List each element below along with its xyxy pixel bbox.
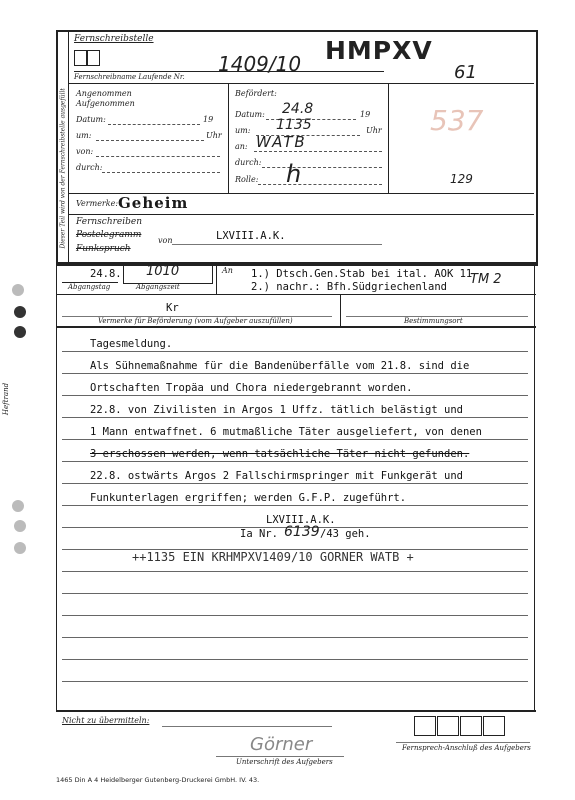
notes-label: Vermerke für Beförderung (vom Aufgeber auszufüllen)	[98, 317, 293, 325]
received-heading2: Aufgenommen	[76, 99, 135, 108]
signature: Görner	[250, 734, 313, 755]
faint-number: 537	[430, 104, 484, 137]
punch-hole	[12, 284, 24, 296]
forwarded-durch-label: durch:	[235, 158, 262, 167]
message-line: Tagesmeldung.	[90, 338, 173, 350]
type-funkspruch: Funkspruch	[76, 244, 131, 254]
margin-note: Heftrand	[2, 382, 11, 416]
name-box	[74, 50, 87, 66]
handwritten-mark: TM 2	[470, 272, 502, 287]
reference-suffix: /43 geh.	[320, 528, 371, 540]
corner-number: 61	[454, 62, 477, 83]
dispatch-date-label: Abgangstag	[68, 283, 111, 291]
phone-box	[483, 716, 505, 736]
forwarded-uhr: Uhr	[366, 126, 382, 135]
reference-number: 6139	[284, 524, 320, 540]
forwarded-rolle-value: h	[286, 160, 302, 188]
forwarded-datum-label: Datum:	[235, 110, 265, 119]
forwarded-heading: Befördert:	[235, 89, 277, 98]
message-line: 22.8. ostwärts Argos 2 Fallschirmspringer mit Funkgerät und	[90, 470, 463, 482]
received-datum-label: Datum:	[76, 115, 106, 124]
not-transmit-label: Nicht zu übermitteln:	[62, 716, 150, 725]
forwarded-datum-value: 24.8	[282, 101, 314, 117]
teletype-line: ++1135 EIN KRHMPXV1409/10 GORNER WATB +	[132, 550, 414, 564]
forwarded-datum-year: 19	[360, 110, 371, 119]
name-label: Fernschreibname Laufende Nr.	[74, 73, 185, 81]
phone-label: Fernsprech-Anschluß des Aufgebers	[402, 744, 531, 752]
type-fernschreiben: Fernschreiben	[76, 217, 143, 227]
station-code: HMPXV	[325, 36, 433, 65]
forwarded-um-value: 1135	[276, 117, 312, 133]
forwarded-an-label: an:	[235, 142, 248, 151]
dispatch-time: 1010	[146, 264, 180, 279]
type-von-label: von	[158, 236, 173, 245]
message-line: Funkunterlagen ergriffen; werden G.F.P. zugeführt.	[90, 492, 407, 504]
signature-label: Unterschrift des Aufgebers	[236, 758, 333, 766]
received-von-label: von:	[76, 147, 94, 156]
punch-hole	[14, 520, 26, 532]
classification-stamp: Geheim	[118, 194, 189, 212]
message-line: 1 Mann entwaffnet. 6 mutmaßliche Täter ausgeliefert, von denen	[90, 426, 482, 438]
type-postelegramm: Postelegramm	[76, 230, 142, 240]
running-number: 1409/10	[218, 52, 302, 76]
remarks-label: Vermerke:	[76, 199, 119, 208]
recipient-1: 1.) Dtsch.Gen.Stab bei ital. AOK 11	[251, 268, 473, 280]
punch-hole	[14, 542, 26, 554]
message-line: Ortschaften Tropäa und Chora niedergebrannt worden.	[90, 382, 413, 394]
message-line: 22.8. von Zivilisten in Argos 1 Uffz. tätlich belästigt und	[90, 404, 463, 416]
signature-unit: LXVIII.A.K.	[266, 514, 336, 526]
forwarded-an-value: WATB	[256, 133, 307, 151]
dispatch-an-label: An	[222, 266, 233, 275]
received-datum-year: 19	[203, 115, 214, 124]
message-line: Als Sühnemaßnahme für die Bandenüberfälle vom 21.8. sind die	[90, 360, 470, 372]
message-line: 3 erschossen werden, wenn tatsächliche Täter nicht gefunden.	[90, 448, 470, 460]
dispatch-time-label: Abgangszeit	[136, 283, 180, 291]
vertical-note: Dieser Teil wird von der Fernschreibstelle ausgefüllt	[59, 88, 67, 249]
phone-box	[460, 716, 482, 736]
form-title: Fernschreibstelle	[74, 34, 154, 44]
destination-label: Bestimmungsort	[404, 317, 463, 325]
received-uhr: Uhr	[206, 131, 222, 140]
sender-unit: LXVIII.A.K.	[216, 230, 286, 242]
punch-hole	[14, 306, 26, 318]
punch-hole	[14, 326, 26, 338]
punch-hole	[12, 500, 24, 512]
reference-prefix: Ia Nr.	[240, 528, 278, 540]
forwarded-um-label: um:	[235, 126, 251, 135]
kr-mark: Kr	[166, 302, 179, 314]
page-number: 129	[450, 172, 473, 186]
received-um-label: um:	[76, 131, 92, 140]
phone-box	[414, 716, 436, 736]
name-box	[87, 50, 100, 66]
received-durch-label: durch:	[76, 163, 103, 172]
recipient-2: 2.) nachr.: Bfh.Südgriechenland	[251, 281, 447, 293]
received-heading1: Angenommen	[76, 89, 132, 98]
printer-note: 1465 Din A 4 Heidelberger Gutenberg-Druckerei GmbH. IV. 43.	[56, 776, 260, 784]
dispatch-date: 24.8.	[90, 268, 122, 280]
forwarded-rolle-label: Rolle:	[235, 175, 259, 184]
phone-box	[437, 716, 459, 736]
